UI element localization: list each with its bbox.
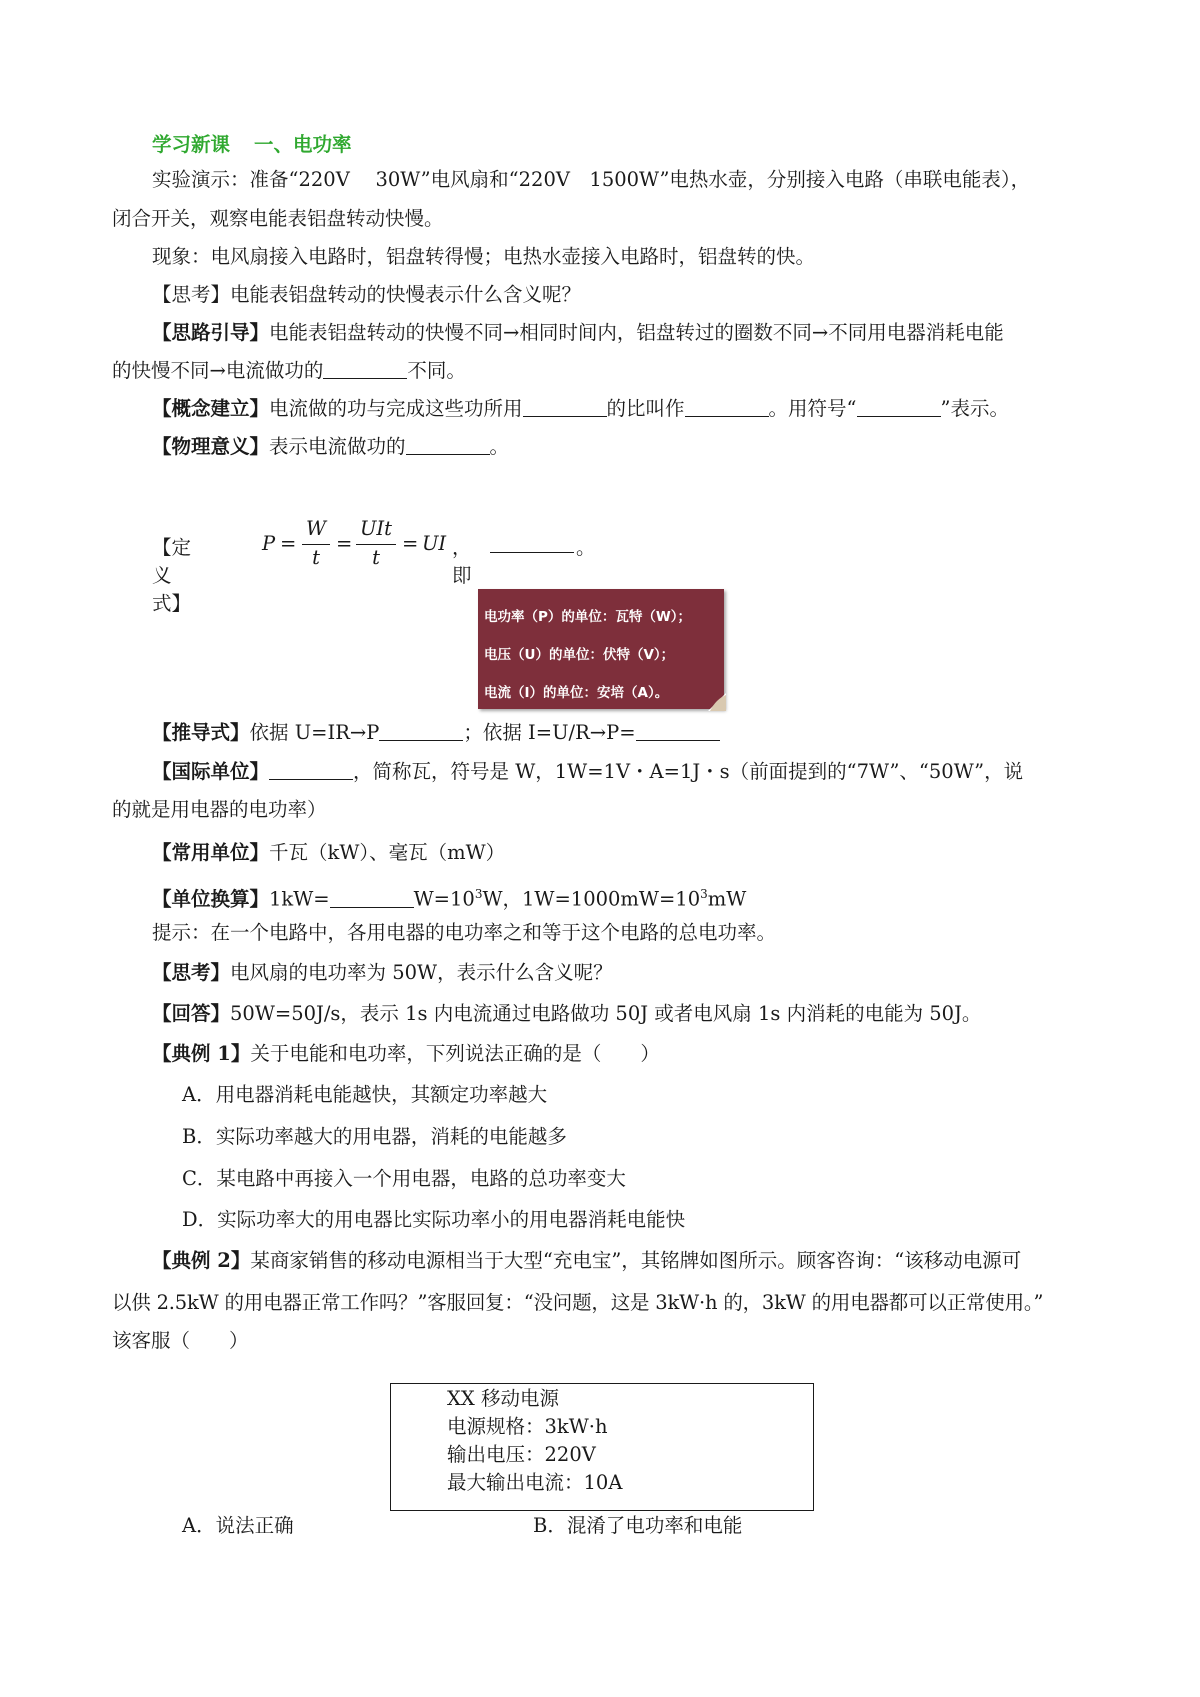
- fraction-w-over-t: [302, 516, 330, 571]
- phenomenon: 现象：电风扇接入电路时，铝盘转得慢；电热水壶接入电路时，铝盘转的快。: [152, 245, 816, 268]
- answer-blank[interactable]: [857, 396, 941, 417]
- concept-text-c: 。用符号“: [768, 397, 857, 420]
- example-2-option-b[interactable]: B．混淆了电功率和电能: [533, 1514, 743, 1537]
- nameplate-line-3: 输出电压：220V: [447, 1443, 596, 1466]
- formula-eq-2: =: [336, 532, 353, 555]
- meaning-end: 。: [489, 435, 510, 458]
- si-unit-text: ，简称瓦，符号是 W，1W=1V・A=1J・s（前面提到的“7W”、“50W”，说: [353, 760, 1024, 783]
- nameplate-line-4: 最大输出电流：10A: [447, 1471, 623, 1494]
- answer-blank[interactable]: [379, 720, 463, 741]
- example-1-question: [152, 1039, 1142, 1069]
- units-line-2: 电压（U）的单位：伏特（V）；: [484, 647, 675, 663]
- answer-blank[interactable]: [490, 532, 574, 553]
- think-1-text: 电能表铝盘转动的快慢表示什么含义呢？: [230, 283, 582, 306]
- guide-line-1: [152, 318, 1142, 348]
- example-1-tag: 【典例 1】: [152, 1042, 251, 1065]
- example-2-line-3: 该客服（ ）: [112, 1329, 249, 1352]
- guide-text-2a: 的快慢不同→电流做功的: [112, 359, 324, 382]
- conversion-exp-2: 3: [700, 887, 708, 901]
- answer-tag: 【回答】: [152, 1002, 231, 1025]
- formula-eq-3: =: [402, 532, 419, 555]
- fraction-numerator: UIt: [360, 517, 392, 540]
- answer-text: 50W=50J/s，表示 1s 内电流通过电路做功 50J 或者电风扇 1s 内消耗的电能为 50J。: [230, 1002, 982, 1025]
- section-label: 学习新课: [152, 133, 231, 156]
- formula-eq-1: =: [280, 532, 297, 555]
- conversion-exp-1: 3: [474, 887, 483, 901]
- formula-ui: UI: [422, 532, 447, 555]
- think-1: [152, 280, 1142, 310]
- conversion-tag: 【单位换算】: [152, 887, 270, 911]
- nameplate-line-2: 电源规格：3kW·h: [447, 1415, 608, 1438]
- example-2-tag: 【典例 2】: [152, 1249, 251, 1272]
- conversion-line: [152, 879, 1142, 915]
- example-2-text-1: 某商家销售的移动电源相当于大型“充电宝”，其铭牌如图所示。顾客咨询：“该移动电源可: [250, 1249, 1022, 1272]
- fraction-numerator: W: [305, 517, 327, 540]
- derive-text-a: 依据 U=IR→P: [249, 721, 380, 744]
- section-heading: [152, 130, 352, 160]
- meaning-text: 表示电流做功的: [269, 435, 406, 458]
- concept-tag: 【概念建立】: [152, 397, 270, 420]
- common-unit-line: [152, 838, 1142, 868]
- example-1-option-c[interactable]: C．某电路中再接入一个用电器，电路的总功率变大: [182, 1167, 626, 1190]
- conversion-text-a: 1kW=: [269, 887, 330, 911]
- answer-blank[interactable]: [269, 759, 353, 780]
- meaning-line: [152, 432, 1142, 462]
- meaning-tag: 【物理意义】: [152, 435, 270, 458]
- si-unit-line-1: [152, 757, 1142, 787]
- derive-line: [152, 718, 1142, 748]
- si-unit-line-2: 的就是用电器的电功率）: [112, 798, 327, 821]
- example-2-option-a[interactable]: A．说法正确: [182, 1514, 294, 1537]
- units-line-3: 电流（I）的单位：安培（A）。: [484, 685, 669, 701]
- think-2-tag: 【思考】: [152, 961, 231, 984]
- nameplate-line-1: XX 移动电源: [447, 1387, 559, 1410]
- conversion-text-d: mW: [707, 887, 747, 911]
- fraction-uit-over-t: [356, 516, 396, 571]
- answer-blank[interactable]: [323, 358, 407, 379]
- derive-tag: 【推导式】: [152, 721, 250, 744]
- conversion-text-c: W，1W=1000mW=10: [482, 887, 701, 911]
- fraction-denominator: t: [372, 546, 380, 569]
- common-unit-tag: 【常用单位】: [152, 841, 270, 864]
- fraction-denominator: t: [312, 546, 320, 569]
- conversion-text-b: W=10: [413, 887, 475, 911]
- formula-p: P: [262, 532, 276, 555]
- example-1-option-d[interactable]: D．实际功率大的用电器比实际功率小的用电器消耗电能快: [182, 1208, 686, 1231]
- si-unit-tag: 【国际单位】: [152, 760, 270, 783]
- hint-line: 提示：在一个电路中，各用电器的电功率之和等于这个电路的总电功率。: [152, 921, 777, 944]
- concept-text-d: ”表示。: [940, 397, 1010, 420]
- think-1-tag: 【思考】: [152, 283, 231, 306]
- units-board: [478, 589, 724, 709]
- guide-line-2: [112, 356, 1102, 386]
- guide-tag: 【思路引导】: [152, 321, 270, 344]
- think-2: [152, 958, 1142, 988]
- answer-blank[interactable]: [406, 434, 490, 455]
- concept-text-b: 的比叫作: [606, 397, 685, 420]
- section-title: 一、电功率: [254, 133, 352, 156]
- page-curl-icon: [708, 693, 726, 711]
- example-2-line-2: 以供 2.5kW 的用电器正常工作吗？”客服回复：“没问题，这是 3kW·h 的，3kW 的用电器都可以正常使用。”: [112, 1291, 1044, 1314]
- example-1-text: 关于电能和电功率，下列说法正确的是（ ）: [250, 1042, 660, 1065]
- guide-text-2b: 不同。: [407, 359, 466, 382]
- guide-text-1: 电能表铝盘转动的快慢不同→相同时间内，铝盘转过的圈数不同→不同用电器消耗电能: [269, 321, 1004, 344]
- think-2-text: 电风扇的电功率为 50W，表示什么含义呢？: [230, 961, 613, 984]
- common-unit-text: 千瓦（kW）、毫瓦（mW）: [269, 841, 506, 864]
- power-bank-nameplate: [390, 1383, 814, 1511]
- units-line-1: 电功率（P）的单位：瓦特（W）；: [484, 609, 692, 625]
- concept-line: [152, 394, 1142, 424]
- example-1-option-a[interactable]: A．用电器消耗电能越快，其额定功率越大: [182, 1083, 548, 1106]
- example-2-line-1: [152, 1246, 1142, 1276]
- answer-blank[interactable]: [330, 887, 414, 908]
- answer-blank[interactable]: [523, 396, 607, 417]
- answer-blank[interactable]: [685, 396, 769, 417]
- formula-end: 。: [576, 536, 596, 559]
- answer-line: [152, 999, 1142, 1029]
- example-1-option-b[interactable]: B．实际功率越大的用电器，消耗的电能越多: [182, 1125, 567, 1148]
- demo-line-1: 实验演示：准备“220V 30W”电风扇和“220V 1500W”电热水壶，分别接入电路（串联电能表），: [152, 168, 1031, 191]
- formula-tail: ，即: [452, 536, 472, 587]
- definition-tag: 【定义式】: [152, 536, 192, 615]
- derive-text-b: ；依据 I=U/R→P=: [463, 721, 636, 744]
- concept-text-a: 电流做的功与完成这些功所用: [269, 397, 523, 420]
- answer-blank[interactable]: [636, 720, 720, 741]
- demo-line-2: 闭合开关，观察电能表铝盘转动快慢。: [112, 207, 444, 230]
